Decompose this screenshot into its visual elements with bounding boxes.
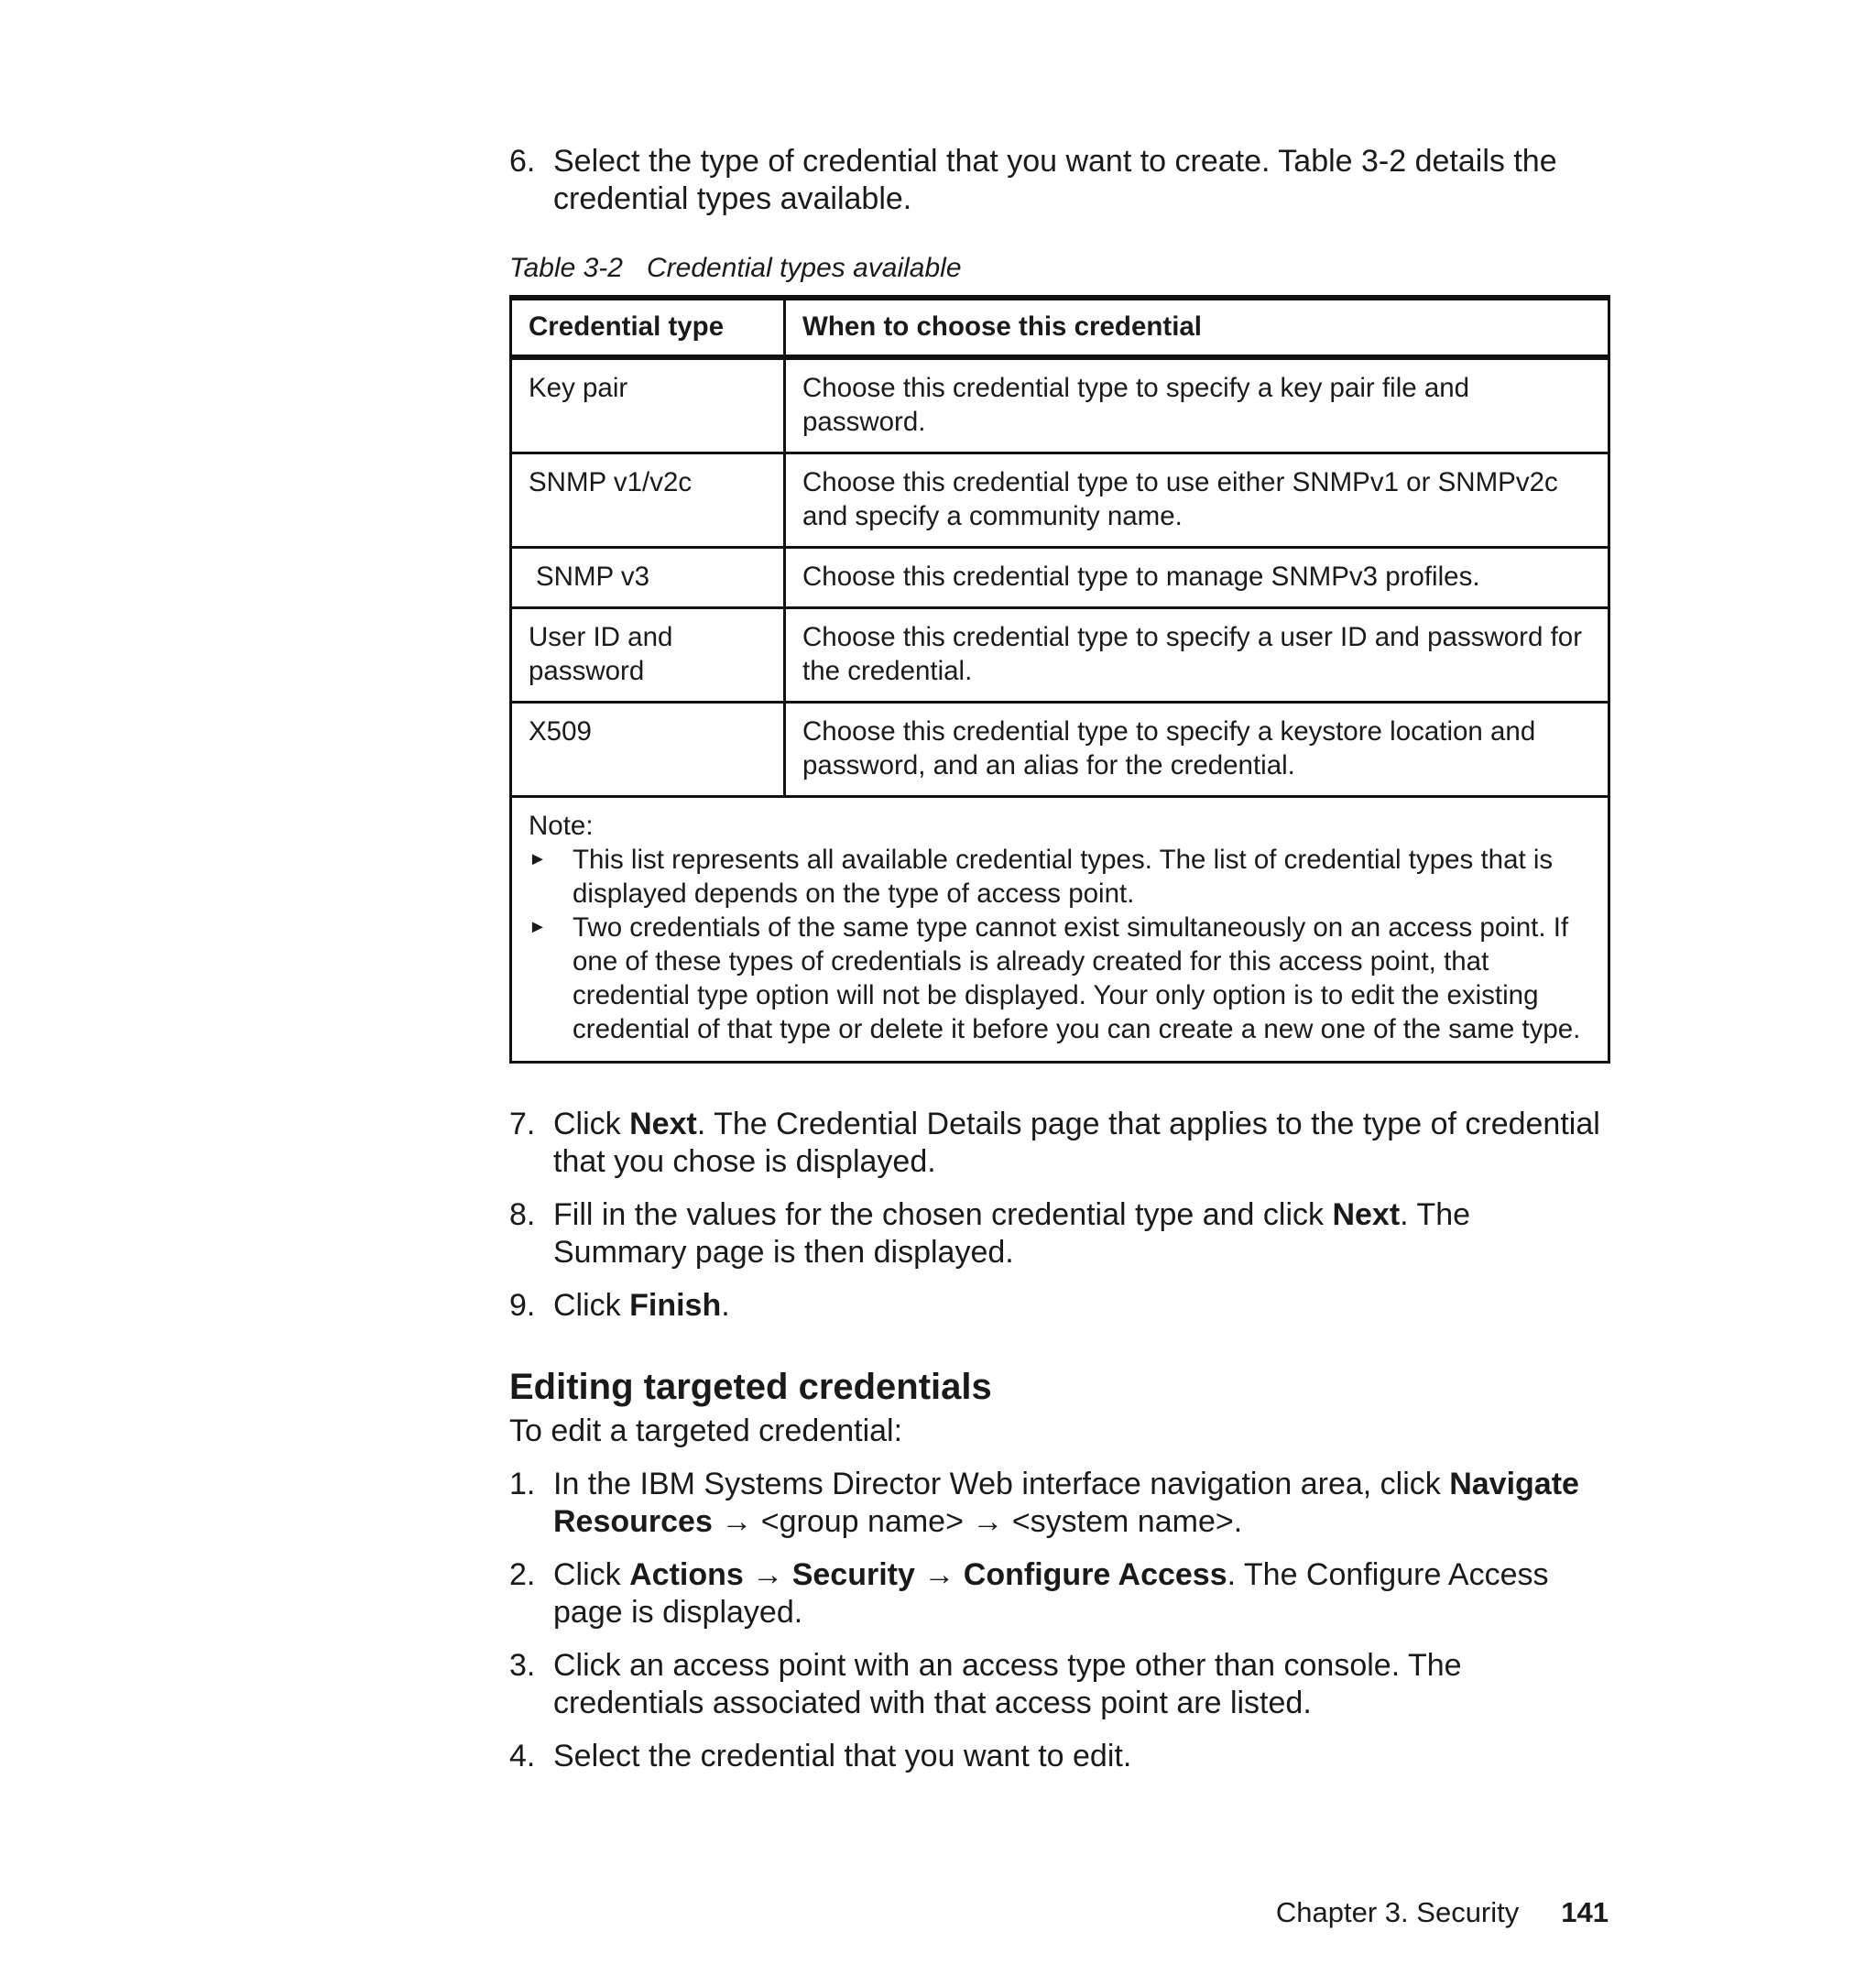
ui-term-actions: Actions (629, 1557, 744, 1592)
step-number: 7. (509, 1107, 536, 1141)
table-row (511, 548, 1609, 608)
step-number: 1. (509, 1467, 536, 1501)
ui-term-next: Next (629, 1107, 697, 1141)
cell-type: SNMP v3 (511, 548, 785, 608)
step-text: Click an access point with an access type other than console. The credentials associated with that access point are listed. (553, 1648, 1462, 1720)
step-4 (509, 1738, 1609, 1775)
table-note-row (511, 797, 1609, 1063)
triangle-bullet-icon: ► (529, 849, 547, 869)
cell-type: X509 (511, 703, 785, 797)
triangle-bullet-icon: ► (529, 917, 547, 937)
step-7 (509, 1106, 1609, 1181)
header-credential-type: Credential type (511, 298, 785, 357)
table-header-row (511, 298, 1609, 357)
table-caption-label: Table 3-2 (509, 253, 623, 283)
note-label: Note: (529, 811, 594, 841)
table-row (511, 703, 1609, 797)
page-number: 141 (1561, 1896, 1609, 1928)
step-number: 2. (509, 1557, 536, 1592)
note-item-text: This list represents all available credential types. The list of credential types that is displayed depends on the type of access point. (573, 845, 1554, 909)
table-caption-title: Credential types available (646, 253, 962, 283)
note-item-text: Two credentials of the same type cannot exist simultaneously on an access point. If one of these types of credentials is already created for this access point, that credential type option will not be displayed. Your only option is to edit the existing credential of that type or delete it before you can create a new one of the same type. (573, 912, 1581, 1044)
step-text: → <group name> → <system name>. (712, 1504, 1243, 1539)
cell-desc: Choose this credential type to use either SNMPv1 or SNMPv2c and specify a community name. (785, 453, 1609, 548)
step-text: In the IBM Systems Director Web interface navigation area, click (553, 1467, 1450, 1501)
note-cell (511, 797, 1609, 1063)
page-footer (1276, 1896, 1609, 1929)
step-text: . The Configure Access page is displayed. (553, 1557, 1549, 1630)
table-caption (509, 253, 1609, 284)
ui-term-security: Security (791, 1557, 915, 1592)
cell-type: SNMP v1/v2c (511, 453, 785, 548)
section-intro: To edit a targeted credential: (509, 1413, 903, 1448)
cell-desc: Choose this credential type to specify a keystore location and password, and an alias for the credential. (785, 703, 1609, 797)
step-text: Select the credential that you want to edit. (553, 1739, 1132, 1773)
ui-term-finish: Finish (629, 1288, 722, 1323)
step-6 (509, 143, 1609, 218)
note-item (529, 843, 1591, 911)
step-number: 8. (509, 1197, 536, 1232)
step-text: Click (553, 1557, 630, 1592)
cell-desc: Choose this credential type to specify a user ID and password for the credential. (785, 608, 1609, 703)
step-text: . (721, 1288, 730, 1323)
credential-types-table (509, 295, 1610, 1064)
step-number: 6. (509, 144, 536, 179)
arrow-text: → (914, 1557, 964, 1592)
step-text: Fill in the values for the chosen credential type and click (553, 1197, 1333, 1232)
step-number: 4. (509, 1739, 536, 1773)
step-3 (509, 1647, 1609, 1722)
step-text: Click (553, 1107, 630, 1141)
steps-after-table (509, 1106, 1609, 1325)
cell-type: User ID and password (511, 608, 785, 703)
step-number: 9. (509, 1288, 536, 1323)
ui-term-navigate-resources: Navigate Resources (553, 1467, 1579, 1539)
section-heading: Editing targeted credentials (509, 1367, 992, 1407)
step-text: . The Credential Details page that applies to the type of credential that you chose is displayed. (553, 1107, 1600, 1179)
section-steps (509, 1466, 1609, 1775)
step-8 (509, 1196, 1609, 1271)
step-text: Select the type of credential that you want to create. Table 3-2 details the credential types available. (553, 144, 1557, 216)
step-9 (509, 1287, 1609, 1325)
chapter-title: Chapter 3. Security (1275, 1896, 1520, 1928)
step-2 (509, 1556, 1609, 1631)
document-page (509, 143, 1609, 1791)
step-text: . The Summary page is then displayed. (553, 1197, 1471, 1270)
step-1 (509, 1466, 1609, 1541)
header-when-to-choose: When to choose this credential (785, 298, 1609, 357)
table-row (511, 357, 1609, 453)
cell-desc: Choose this credential type to manage SNMPv3 profiles. (785, 548, 1609, 608)
cell-type: Key pair (511, 357, 785, 453)
step-text: Click (553, 1288, 630, 1323)
table-row (511, 453, 1609, 548)
step-number: 3. (509, 1648, 536, 1683)
arrow-text: → (743, 1557, 792, 1592)
note-item (529, 911, 1591, 1046)
ui-term-configure-access: Configure Access (963, 1557, 1227, 1592)
table-row (511, 608, 1609, 703)
cell-desc: Choose this credential type to specify a key pair file and password. (785, 357, 1609, 453)
ui-term-next: Next (1332, 1197, 1401, 1232)
